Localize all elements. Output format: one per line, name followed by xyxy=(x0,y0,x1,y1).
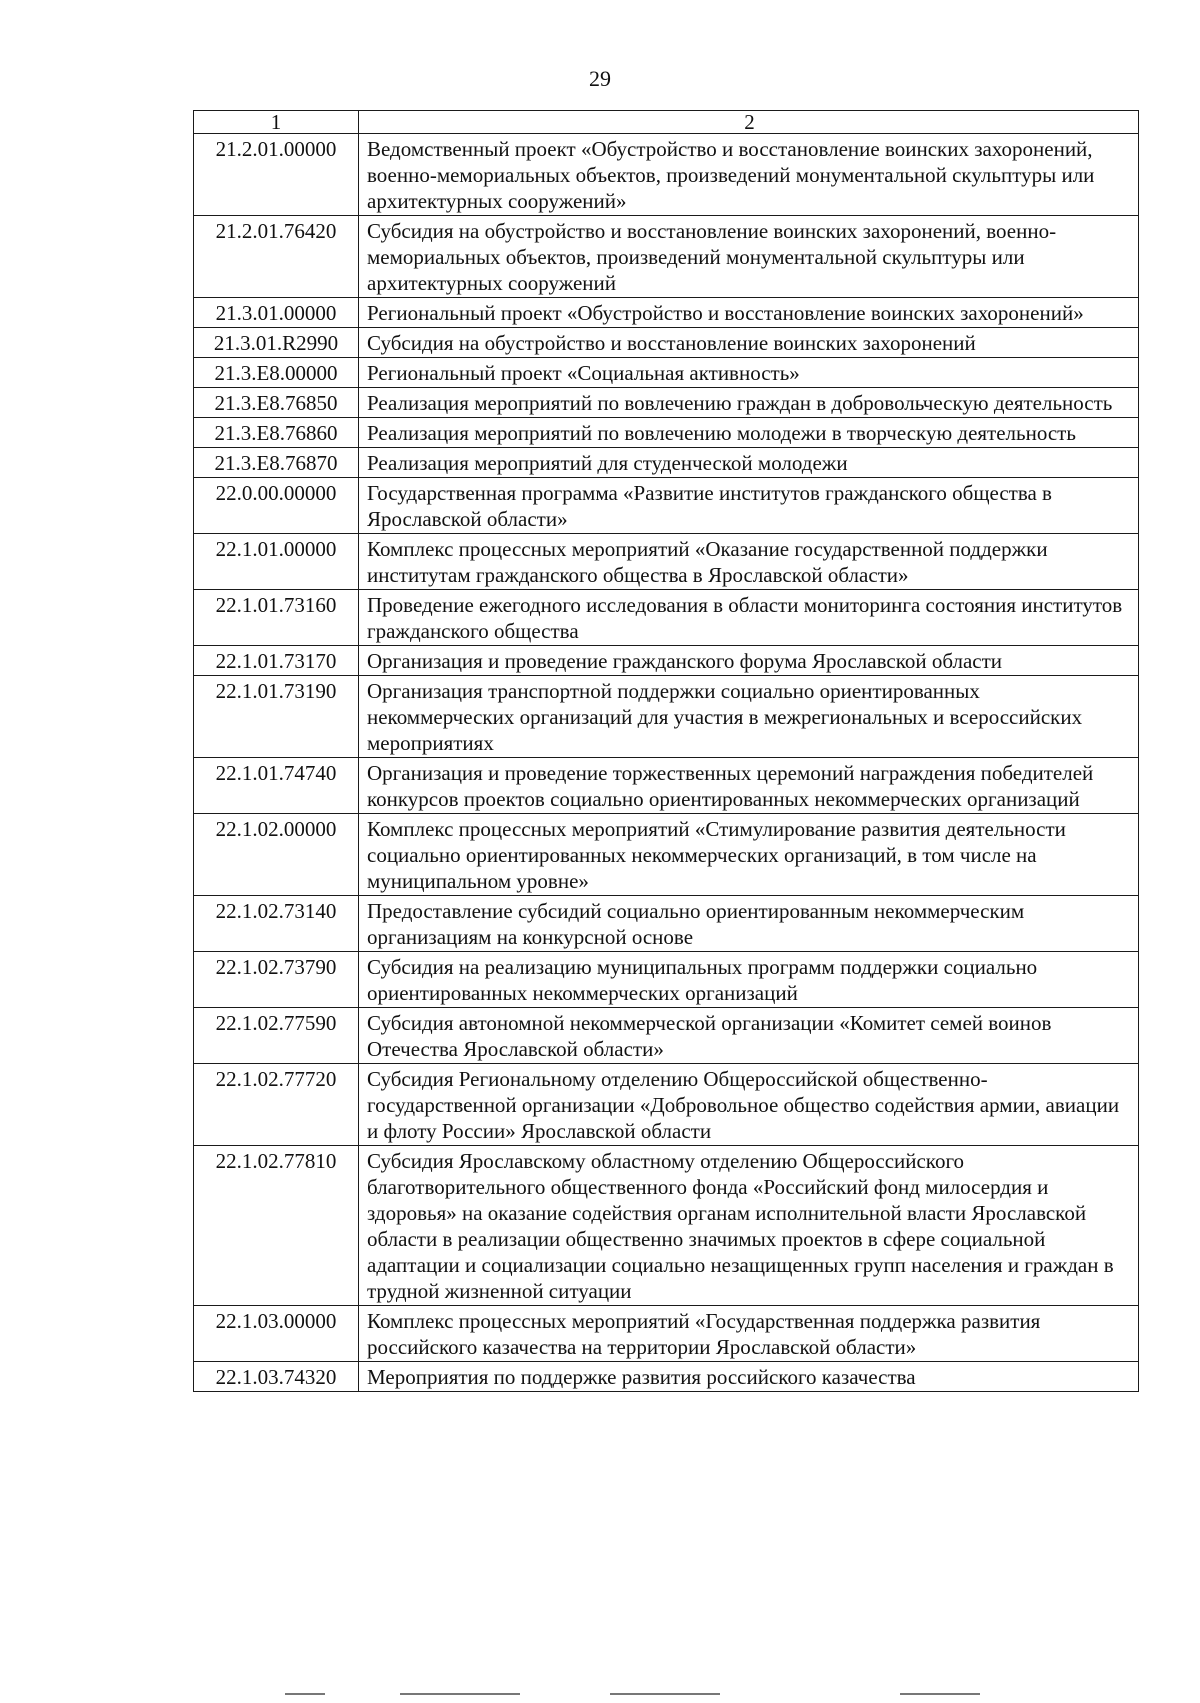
table-row xyxy=(194,952,1139,1008)
row-code: 22.1.02.73140 xyxy=(194,896,359,952)
row-description: Реализация мероприятий по вовлечению молодежи в творческую деятельность xyxy=(359,418,1139,448)
row-description: Субсидия автономной некоммерческой организации «Комитет семей воинов Отечества Ярославской области» xyxy=(359,1008,1139,1064)
table-row xyxy=(194,896,1139,952)
row-code: 22.1.01.73190 xyxy=(194,676,359,758)
row-code: 22.1.02.00000 xyxy=(194,814,359,896)
scan-artifact xyxy=(900,1693,980,1695)
row-code: 22.1.02.73790 xyxy=(194,952,359,1008)
row-description: Комплекс процессных мероприятий «Государственная поддержка развития российского казачества на территории Ярославской области» xyxy=(359,1306,1139,1362)
row-code: 22.1.02.77590 xyxy=(194,1008,359,1064)
table-row xyxy=(194,388,1139,418)
table-row xyxy=(194,646,1139,676)
table-row xyxy=(194,814,1139,896)
scan-artifact xyxy=(285,1693,325,1695)
row-code: 21.3.E8.76860 xyxy=(194,418,359,448)
table-row xyxy=(194,134,1139,216)
table-row xyxy=(194,758,1139,814)
row-code: 21.3.E8.76870 xyxy=(194,448,359,478)
table-row xyxy=(194,298,1139,328)
row-description: Комплекс процессных мероприятий «Оказание государственной поддержки институтам гражданского общества в Ярославской области» xyxy=(359,534,1139,590)
row-code: 22.1.02.77720 xyxy=(194,1064,359,1146)
table-row xyxy=(194,358,1139,388)
row-code: 22.1.01.74740 xyxy=(194,758,359,814)
row-description: Субсидия на обустройство и восстановление воинских захоронений, военно-мемориальных объектов, произведений монументальной скульптуры или архитектурных сооружений xyxy=(359,216,1139,298)
row-description: Комплекс процессных мероприятий «Стимулирование развития деятельности социально ориентированных некоммерческих организаций, в том числе на муниципальном уровне» xyxy=(359,814,1139,896)
row-description: Мероприятия по поддержке развития российского казачества xyxy=(359,1362,1139,1392)
row-description: Организация и проведение гражданского форума Ярославской области xyxy=(359,646,1139,676)
header-column-2: 2 xyxy=(359,111,1139,134)
row-description: Организация и проведение торжественных церемоний награждения победителей конкурсов проектов социально ориентированных некоммерческих организаций xyxy=(359,758,1139,814)
scan-artifact xyxy=(400,1693,520,1695)
row-code: 21.3.01.00000 xyxy=(194,298,359,328)
table-row xyxy=(194,1146,1139,1306)
table-row xyxy=(194,448,1139,478)
row-description: Государственная программа «Развитие институтов гражданского общества в Ярославской области» xyxy=(359,478,1139,534)
table-row xyxy=(194,478,1139,534)
row-description: Проведение ежегодного исследования в области мониторинга состояния институтов гражданского общества xyxy=(359,590,1139,646)
row-description: Региональный проект «Обустройство и восстановление воинских захоронений» xyxy=(359,298,1139,328)
row-code: 22.1.03.74320 xyxy=(194,1362,359,1392)
table-row xyxy=(194,534,1139,590)
row-description: Организация транспортной поддержки социально ориентированных некоммерческих организаций для участия в межрегиональных и всероссийских мероприятиях xyxy=(359,676,1139,758)
row-code: 22.1.01.73160 xyxy=(194,590,359,646)
row-code: 22.1.02.77810 xyxy=(194,1146,359,1306)
row-description: Ведомственный проект «Обустройство и восстановление воинских захоронений, военно-мемориальных объектов, произведений монументальной скульптуры или архитектурных сооружений» xyxy=(359,134,1139,216)
row-code: 22.1.01.00000 xyxy=(194,534,359,590)
row-code: 21.2.01.76420 xyxy=(194,216,359,298)
row-code: 21.2.01.00000 xyxy=(194,134,359,216)
row-description: Предоставление субсидий социально ориентированным некоммерческим организациям на конкурсной основе xyxy=(359,896,1139,952)
table-row xyxy=(194,328,1139,358)
budget-classification-table xyxy=(193,110,1139,1392)
row-code: 21.3.E8.00000 xyxy=(194,358,359,388)
row-code: 22.1.01.73170 xyxy=(194,646,359,676)
scan-artifact xyxy=(610,1693,720,1695)
row-description: Субсидия Региональному отделению Общероссийской общественно-государственной организации «Добровольное общество содействия армии, авиации и флоту России» Ярославской области xyxy=(359,1064,1139,1146)
page-number: 29 xyxy=(589,66,611,91)
table-row xyxy=(194,590,1139,646)
row-description: Субсидия на реализацию муниципальных программ поддержки социально ориентированных некоммерческих организаций xyxy=(359,952,1139,1008)
table-row xyxy=(194,1064,1139,1146)
row-code: 22.1.03.00000 xyxy=(194,1306,359,1362)
table-row xyxy=(194,418,1139,448)
header-column-1: 1 xyxy=(194,111,359,134)
row-description: Реализация мероприятий для студенческой молодежи xyxy=(359,448,1139,478)
row-code: 21.3.E8.76850 xyxy=(194,388,359,418)
table-row xyxy=(194,216,1139,298)
table-row xyxy=(194,1306,1139,1362)
table-row xyxy=(194,1008,1139,1064)
row-description: Субсидия на обустройство и восстановление воинских захоронений xyxy=(359,328,1139,358)
table-header-row xyxy=(194,111,1139,134)
table-row xyxy=(194,1362,1139,1392)
row-code: 21.3.01.R2990 xyxy=(194,328,359,358)
table-row xyxy=(194,676,1139,758)
row-code: 22.0.00.00000 xyxy=(194,478,359,534)
row-description: Субсидия Ярославскому областному отделению Общероссийского благотворительного общественного фонда «Российский фонд милосердия и здоровья» на оказание содействия органам исполнительной власти Ярославской области в реализации общественно значимых проектов в сфере социальной адаптации и социализации социально незащищенных групп населения и граждан в трудной жизненной ситуации xyxy=(359,1146,1139,1306)
row-description: Реализация мероприятий по вовлечению граждан в добровольческую деятельность xyxy=(359,388,1139,418)
row-description: Региональный проект «Социальная активность» xyxy=(359,358,1139,388)
